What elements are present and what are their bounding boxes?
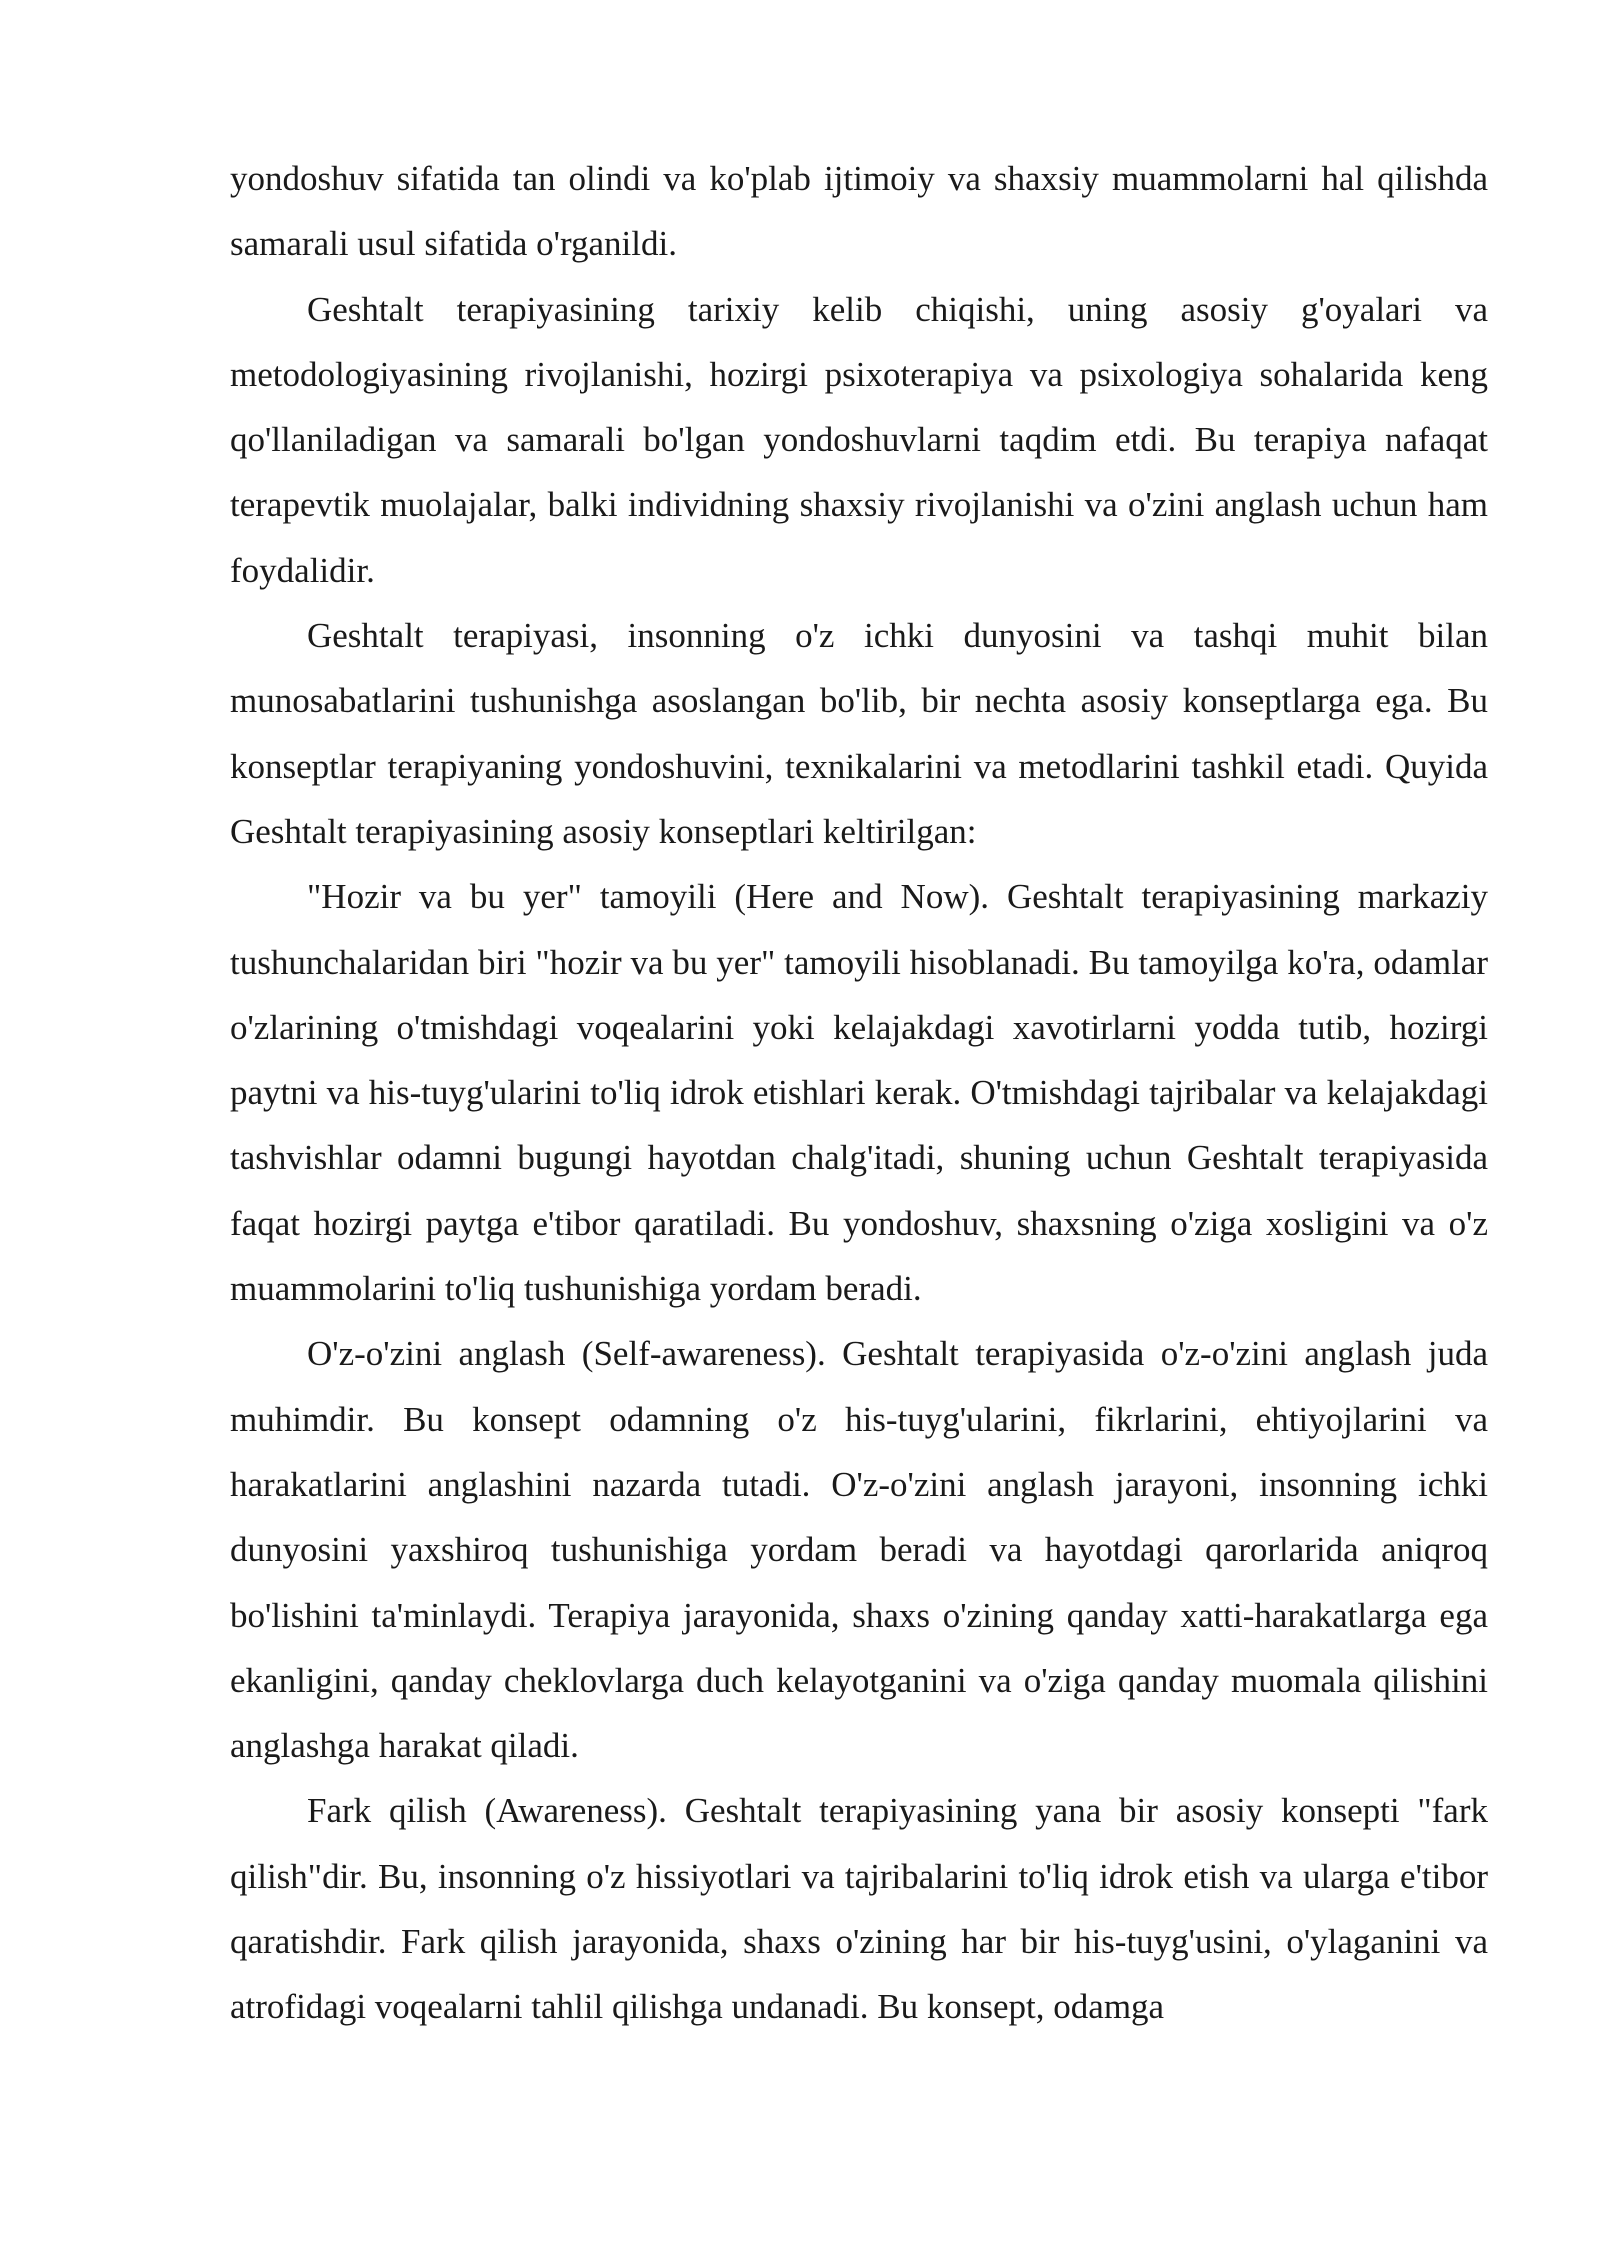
paragraph-3: Geshtalt terapiyasi, insonning o'z ichki dunyosini va tashqi muhit bilan munosabatlarini tushunishga asoslangan bo'lib, bir nechta asosiy konseptlarga ega. Bu konseptlar terapiyaning yondoshuvini, texnikalarini va metodlarini tashkil etadi. Quyida Geshtalt terapiyasining asosiy konseptlari keltirilgan: xyxy=(230,616,1488,851)
paragraph-2: Geshtalt terapiyasining tarixiy kelib chiqishi, uning asosiy g'oyalari va metodologiyasining rivojlanishi, hozirgi psixoterapiya va psixologiya sohalarida keng qo'llaniladigan va samarali bo'lgan yondoshuvlarni taqdim etdi. Bu terapiya nafaqat terapevtik muolajalar, balki individning shaxsiy rivojlanishi va o'zini anglash uchun ham foydalidir. xyxy=(230,289,1488,590)
paragraph-6: Fark qilish (Awareness). Geshtalt terapiyasining yana bir asosiy konsepti "fark qilish"dir. Bu, insonning o'z hissiyotlari va tajribalarini to'liq idrok etish va ularga e'tibor qaratishdir. Fark qilish jarayonida, shaxs o'zining har bir his-tuyg'usini, o'ylaganini va atrofidagi voqealarni tahlil qilishga undanadi. Bu konsept, odamga xyxy=(230,1791,1488,2027)
document-body xyxy=(230,146,1488,2040)
paragraph-1: yondoshuv sifatida tan olindi va ko'plab ijtimoiy va shaxsiy muammolarni hal qilishda samarali usul sifatida o'rganildi. xyxy=(230,159,1488,264)
paragraph-4: "Hozir va bu yer" tamoyili (Here and Now). Geshtalt terapiyasining markaziy tushunchalaridan biri "hozir va bu yer" tamoyili hisoblanadi. Bu tamoyilga ko'ra, odamlar o'zlarining o'tmishdagi voqealarini yoki kelajakdagi xavotirlarni yodda tutib, hozirgi paytni va his-tuyg'ularini to'liq idrok etishlari kerak. O'tmishdagi tajribalar va kelajakdagi tashvishlar odamni bugungi hayotdan chalg'itadi, shuning uchun Geshtalt terapiyasida faqat hozirgi paytga e'tibor qaratiladi. Bu yondoshuv, shaxsning o'ziga xosligini va o'z muammolarini to'liq tushunishiga yordam beradi. xyxy=(230,877,1488,1309)
paragraph-5: O'z-o'zini anglash (Self-awareness). Geshtalt terapiyasida o'z-o'zini anglash juda muhimdir. Bu konsept odamning o'z his-tuyg'ularini, fikrlarini, ehtiyojlarini va harakatlarini anglashini nazarda tutadi. O'z-o'zini anglash jarayoni, insonning ichki dunyosini yaxshiroq tushunishiga yordam beradi va hayotdagi qarorlarida aniqroq bo'lishini ta'minlaydi. Terapiya jarayonida, shaxs o'zining qanday xatti-harakatlarga ega ekanligini, qanday cheklovlarga duch kelayotganini va o'ziga qanday muomala qilishini anglashga harakat qiladi. xyxy=(230,1334,1488,1766)
